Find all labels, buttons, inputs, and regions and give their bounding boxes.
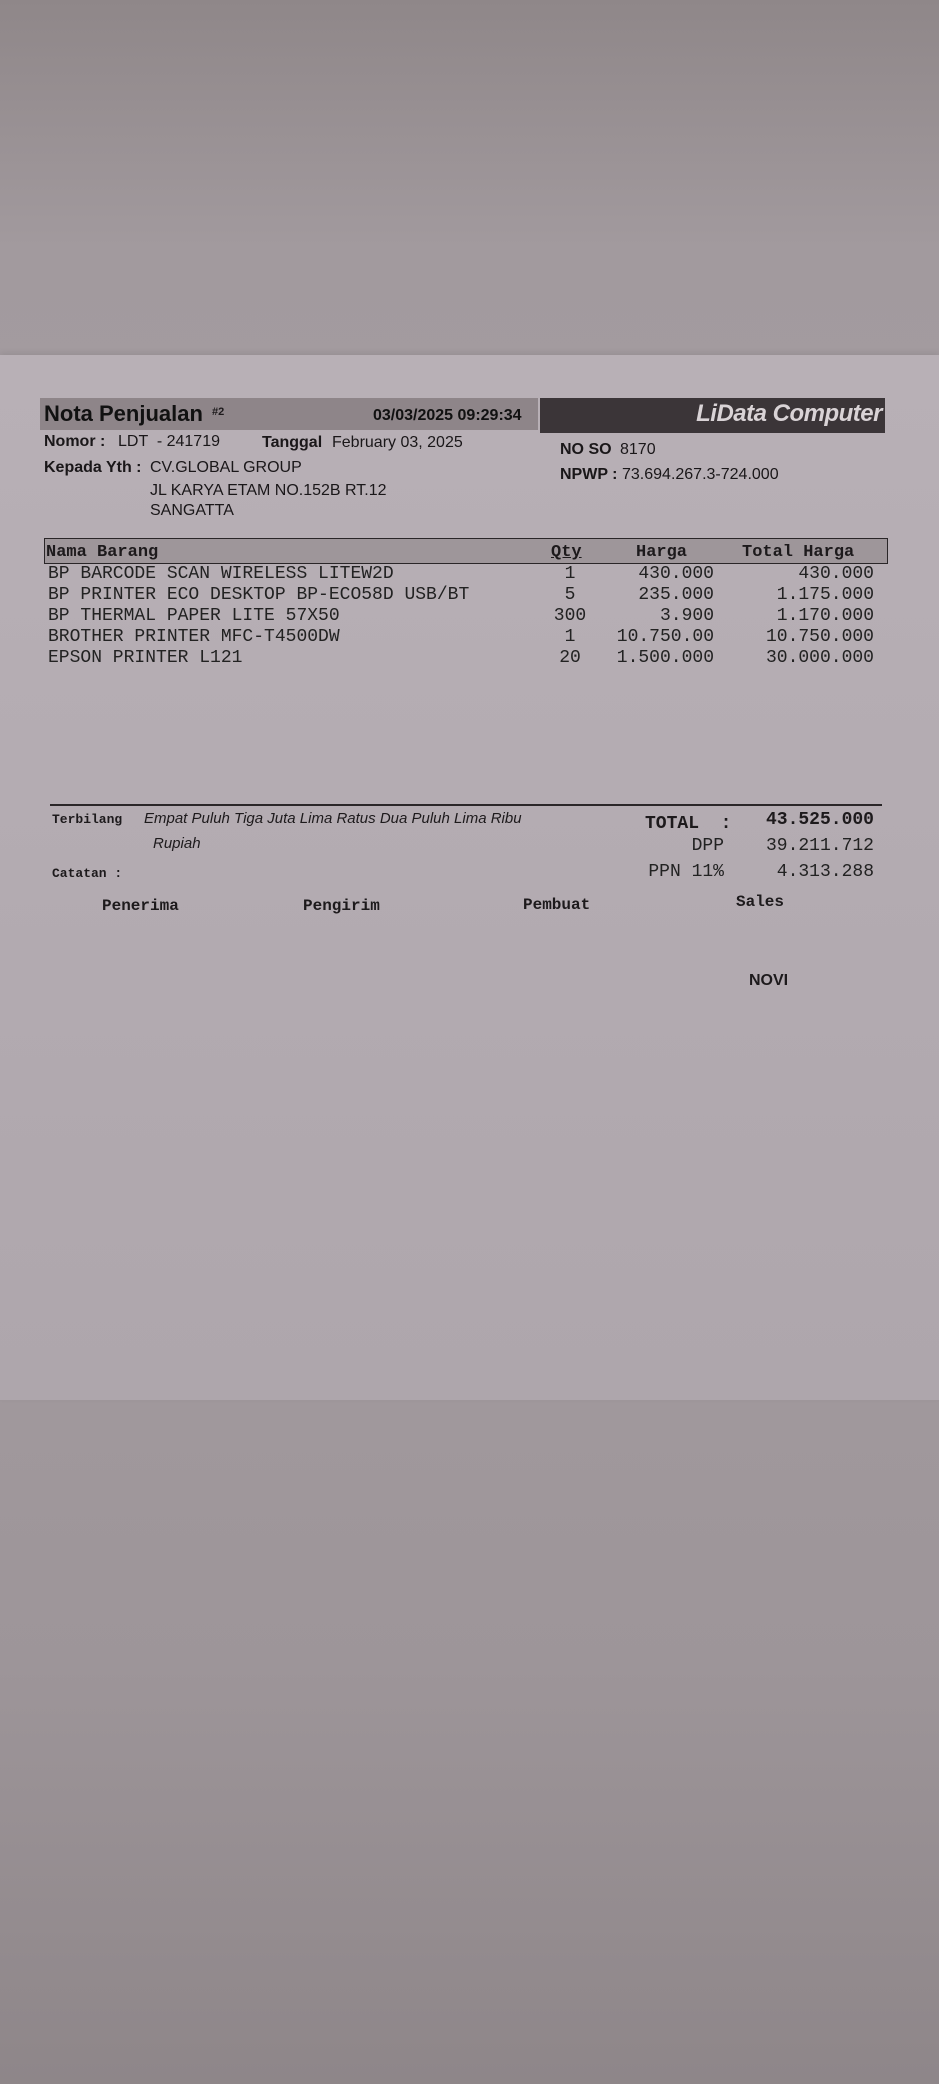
noso-value: 8170 <box>620 441 656 458</box>
summary-divider <box>50 804 882 806</box>
row-1-price: 430.000 <box>638 564 714 584</box>
kepada-address-2: SANGATTA <box>150 502 234 519</box>
total-value: 43.525.000 <box>765 810 874 830</box>
row-5-price: 1.500.000 <box>616 648 714 668</box>
row-2-name: BP PRINTER ECO DESKTOP BP-ECO58D USB/BT <box>48 585 470 605</box>
kepada-label: Kepada Yth : <box>44 459 142 476</box>
row-3-total: 1.170.000 <box>776 606 874 626</box>
kepada-address-1: JL KARYA ETAM NO.152B RT.12 <box>150 482 387 499</box>
row-4-price: 10.750.00 <box>616 627 714 647</box>
row-3-qty: 300 <box>553 606 587 626</box>
row-1-qty: 1 <box>564 564 576 584</box>
invoice-title-suffix: #2 <box>212 406 225 418</box>
invoice-title: Nota Penjualan <box>44 401 203 426</box>
sig-pengirim: Pengirim <box>303 897 380 915</box>
terbilang-line-2: Rupiah <box>153 835 201 852</box>
row-2-qty: 5 <box>564 585 576 605</box>
col-harga: Harga <box>636 543 688 562</box>
row-5-name: EPSON PRINTER L121 <box>48 648 243 668</box>
sig-pembuat: Pembuat <box>523 896 591 914</box>
nomor-value: LDT - 241719 <box>118 433 220 450</box>
terbilang-line-1: Empat Puluh Tiga Juta Lima Ratus Dua Puluh Lima Ribu <box>144 810 522 827</box>
col-qty: Qty <box>551 543 582 562</box>
ppn-label: PPN 11% <box>648 862 724 882</box>
tanggal-value: February 03, 2025 <box>332 434 463 451</box>
tanggal-label: Tanggal <box>262 434 323 451</box>
kepada-name: CV.GLOBAL GROUP <box>150 459 302 476</box>
ppn-value: 4.313.288 <box>776 862 874 882</box>
row-5-total: 30.000.000 <box>765 648 874 668</box>
row-2-total: 1.175.000 <box>776 585 874 605</box>
nomor-label: Nomor : <box>44 433 106 450</box>
col-total-harga: Total Harga <box>742 543 855 562</box>
row-5-qty: 20 <box>559 648 581 668</box>
noso-label: NO SO <box>560 441 612 458</box>
sig-penerima: Penerima <box>102 897 179 915</box>
row-4-qty: 1 <box>564 627 576 647</box>
sig-sales: Sales <box>736 893 785 911</box>
catatan-label: Catatan : <box>52 866 123 881</box>
row-4-total: 10.750.000 <box>765 627 874 647</box>
terbilang-label: Terbilang <box>52 812 123 827</box>
row-4-name: BROTHER PRINTER MFC-T4500DW <box>48 627 340 647</box>
row-1-total: 430.000 <box>798 564 874 584</box>
npwp-label: NPWP : <box>560 466 618 483</box>
row-2-price: 235.000 <box>638 585 714 605</box>
row-3-price: 3.900 <box>659 606 714 626</box>
company-logo: LiData Computer <box>696 400 882 427</box>
dpp-label: DPP <box>691 836 724 856</box>
dpp-value: 39.211.712 <box>765 836 874 856</box>
print-datetime: 03/03/2025 09:29:34 <box>373 407 522 424</box>
npwp-value: 73.694.267.3-724.000 <box>622 466 779 483</box>
total-label: TOTAL : <box>645 814 732 834</box>
sales-name: NOVI <box>749 972 789 989</box>
row-3-name: BP THERMAL PAPER LITE 57X50 <box>48 606 340 626</box>
row-1-name: BP BARCODE SCAN WIRELESS LITEW2D <box>48 564 394 584</box>
col-nama-barang: Nama Barang <box>46 543 159 562</box>
